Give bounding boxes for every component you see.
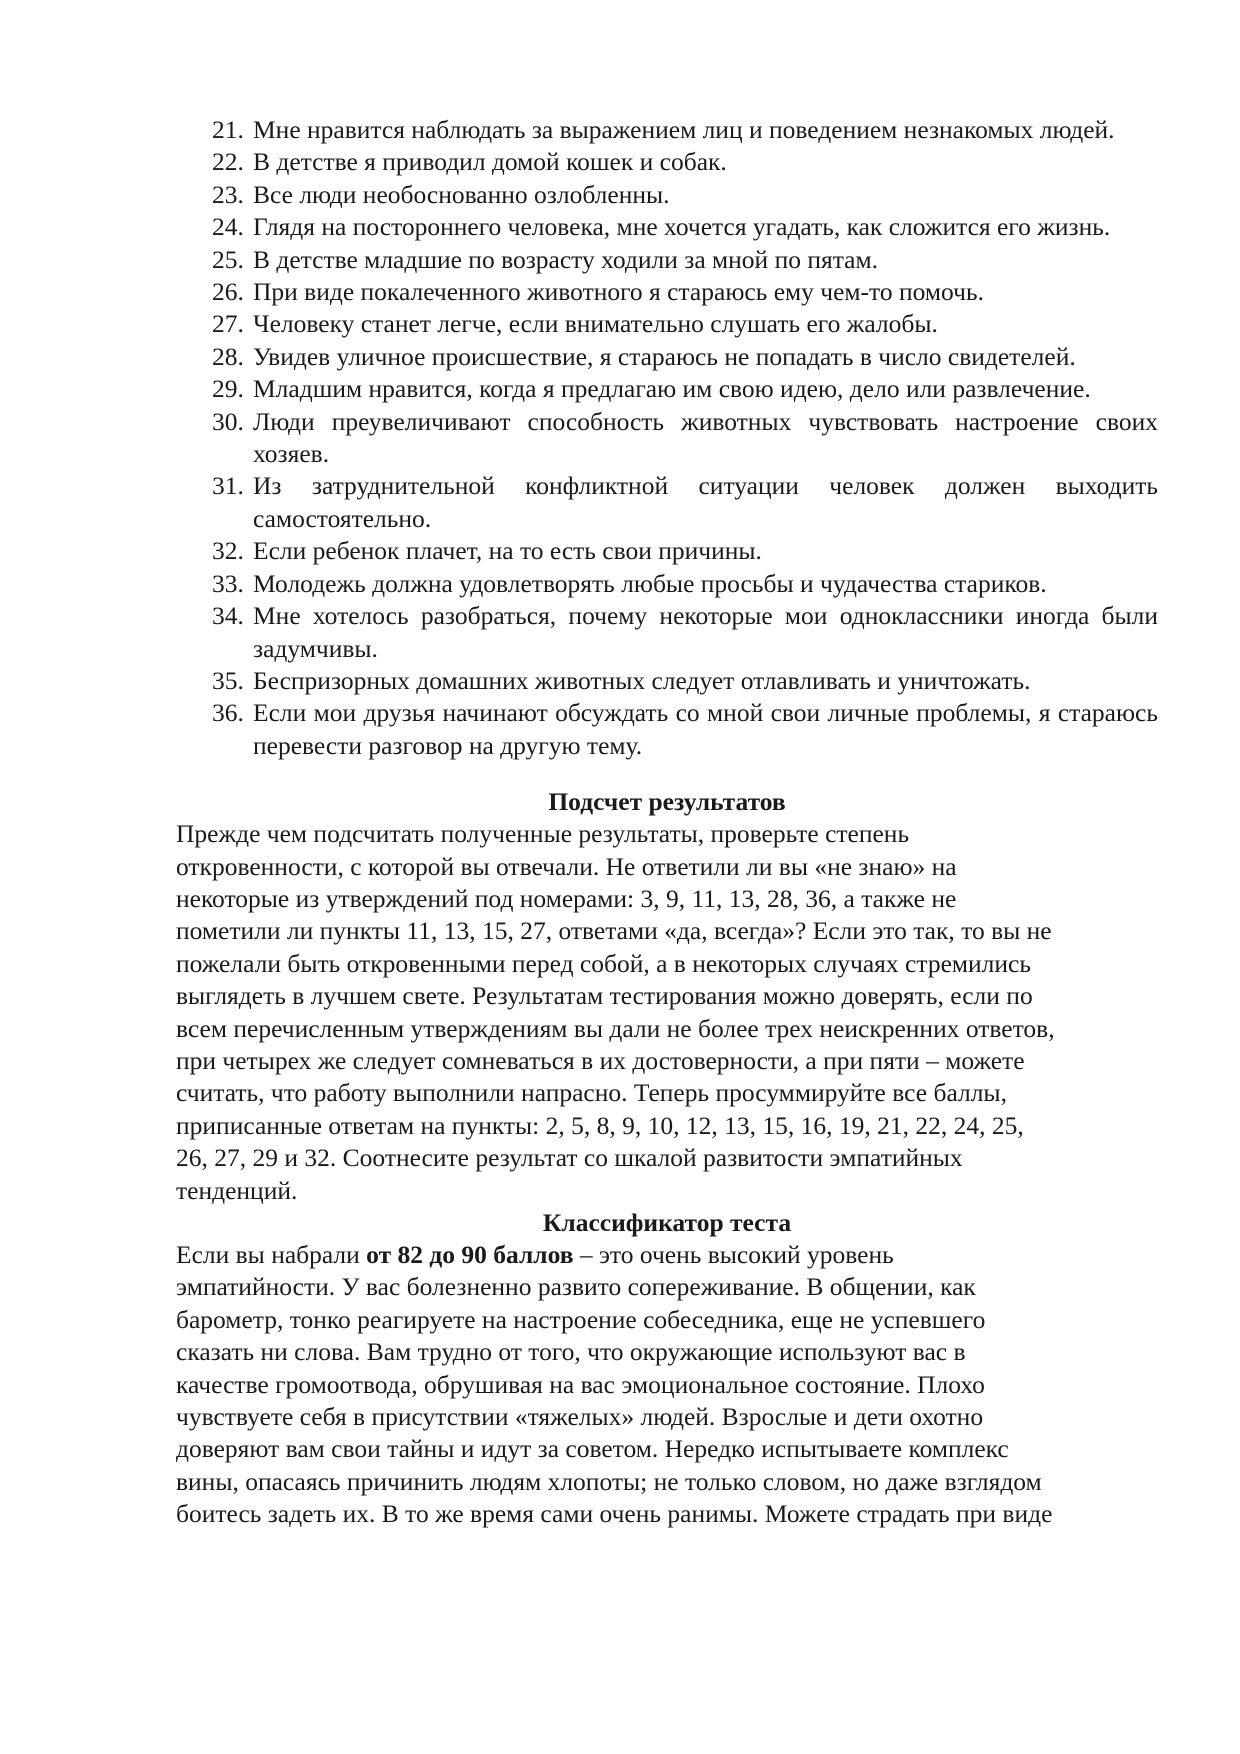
item-text: Если ребенок плачет, на то есть свои причины. — [253, 536, 762, 566]
item-number: 24. — [212, 212, 244, 242]
questionnaire-list — [176, 114, 1158, 762]
classifier-line: боитесь задеть их. В то же время сами очень ранимы. Можете страдать при виде — [176, 1499, 1053, 1529]
classifier-line: чувствуете себя в присутствии «тяжелых» людей. Взрослые и дети охотно — [176, 1402, 984, 1432]
item-text: Если мои друзья начинают обсуждать со мной свои личные проблемы, я стараюсь перевести разговор на другую тему. — [253, 698, 1158, 760]
classifier-line-rest: – это очень высокий уровень — [573, 1240, 894, 1269]
classifier-line — [176, 1239, 1158, 1271]
item-number: 21. — [212, 115, 244, 144]
results-line: тенденций. — [176, 1175, 298, 1205]
item-number: 31. — [212, 471, 244, 501]
classifier-line: вины, опасаясь причинить людям хлопоты; не только словом, но даже взглядом — [176, 1466, 1042, 1496]
list-item — [176, 568, 1158, 600]
score-range: от 82 до 90 баллов — [366, 1240, 574, 1269]
list-item — [176, 179, 1158, 211]
item-text: Мне нравится наблюдать за выражением лиц и поведением незнакомых людей. — [253, 115, 1115, 144]
list-item — [176, 114, 1158, 146]
item-text: В детстве я приводил домой кошек и собак. — [253, 147, 727, 177]
results-line: при четырех же следует сомневаться в их достоверности, а при пяти – можете — [176, 1045, 1025, 1075]
list-item — [176, 665, 1158, 697]
list-item — [176, 146, 1158, 178]
results-line: приписанные ответам на пункты: 2, 5, 8, 9, 10, 12, 13, 15, 16, 19, 21, 22, 24, 25, — [176, 1110, 1024, 1140]
classifier-line: эмпатийности. У вас болезненно развито сопереживание. В общении, как — [176, 1272, 976, 1302]
item-text: Мне хотелось разобраться, почему некоторые мои одноклассники иногда были задумчивы. — [253, 601, 1158, 663]
list-item — [176, 373, 1158, 405]
item-number: 36. — [212, 698, 244, 728]
item-number: 34. — [212, 601, 244, 631]
results-line: пометили ли пункты 11, 13, 15, 27, ответами «да, всегда»? Если это так, то вы не — [176, 916, 1052, 946]
item-text: Глядя на постороннего человека, мне хочется угадать, как сложится его жизнь. — [253, 212, 1111, 242]
item-number: 32. — [212, 536, 244, 566]
item-text: Беспризорных домашних животных следует отлавливать и уничтожать. — [253, 665, 1031, 695]
results-line: некоторые из утверждений под номерами: 3, 9, 11, 13, 28, 36, а также не — [176, 883, 957, 913]
list-item — [176, 341, 1158, 373]
classifier-paragraph — [176, 1239, 1158, 1531]
document-page — [176, 114, 1158, 1531]
item-number: 28. — [212, 341, 244, 371]
item-text: Человеку станет легче, если внимательно слушать его жалобы. — [253, 309, 938, 339]
classifier-line: барометр, тонко реагируете на настроение собеседника, еще не успевшего — [176, 1304, 986, 1334]
item-text: Увидев уличное происшествие, я стараюсь не попадать в число свидетелей. — [253, 341, 1076, 371]
item-text: При виде покалеченного животного я стараюсь ему чем-то помочь. — [253, 277, 984, 307]
item-number: 27. — [212, 309, 244, 339]
item-number: 23. — [212, 179, 244, 209]
results-line: откровенности, с которой вы отвечали. Не ответили ли вы «не знаю» на — [176, 851, 957, 881]
list-item — [176, 470, 1158, 535]
classifier-line: доверяют вам свои тайны и идут за советом. Нередко испытываете комплекс — [176, 1434, 1009, 1464]
item-text: Все люди необоснованно озлобленны. — [253, 179, 670, 209]
item-text: Молодежь должна удовлетворять любые просьбы и чудачества стариков. — [253, 568, 1047, 598]
list-item — [176, 535, 1158, 567]
classifier-line: качестве громоотвода, обрушивая на вас эмоциональное состояние. Плохо — [176, 1369, 985, 1399]
list-item — [176, 406, 1158, 471]
classifier-intro: Если вы набрали — [176, 1240, 367, 1269]
item-text: Из затруднительной конфликтной ситуации человек должен выходить самостоятельно. — [253, 471, 1158, 533]
item-number: 29. — [212, 374, 244, 404]
item-number: 26. — [212, 277, 244, 307]
results-heading: Подсчет результатов — [548, 787, 786, 817]
results-line: 26, 27, 29 и 32. Соотнесите результат со шкалой развитости эмпатийных — [176, 1143, 963, 1173]
list-item — [176, 244, 1158, 276]
classifier-line: сказать ни слова. Вам трудно от того, что окружающие используют вас в — [176, 1337, 966, 1367]
list-item — [176, 308, 1158, 340]
results-paragraph — [176, 818, 1158, 1207]
list-item — [176, 600, 1158, 665]
list-item — [176, 697, 1158, 762]
item-number: 35. — [212, 665, 244, 695]
item-number: 33. — [212, 568, 244, 598]
item-text: Люди преувеличивают способность животных чувствовать настроение своих хозяев. — [253, 406, 1158, 469]
item-number: 22. — [212, 147, 244, 177]
results-line: всем перечисленным утверждениям вы дали не более трех неискренних ответов, — [176, 1013, 1055, 1043]
item-text: В детстве младшие по возрасту ходили за мной по пятам. — [253, 244, 878, 274]
classifier-heading: Классификатор теста — [542, 1208, 792, 1237]
item-text: Младшим нравится, когда я предлагаю им свою идею, дело или развлечение. — [253, 374, 1091, 404]
item-number: 30. — [212, 406, 244, 436]
results-line: Прежде чем подсчитать полученные результаты, проверьте степень — [176, 819, 910, 849]
results-line: пожелали быть откровенными перед собой, а в некоторых случаях стремились — [176, 948, 1031, 978]
list-item — [176, 276, 1158, 308]
list-item — [176, 211, 1158, 243]
item-number: 25. — [212, 244, 244, 274]
results-line: выглядеть в лучшем свете. Результатам тестирования можно доверять, если по — [176, 981, 1033, 1011]
results-line: считать, что работу выполнили напрасно. Теперь просуммируйте все баллы, — [176, 1078, 1007, 1108]
